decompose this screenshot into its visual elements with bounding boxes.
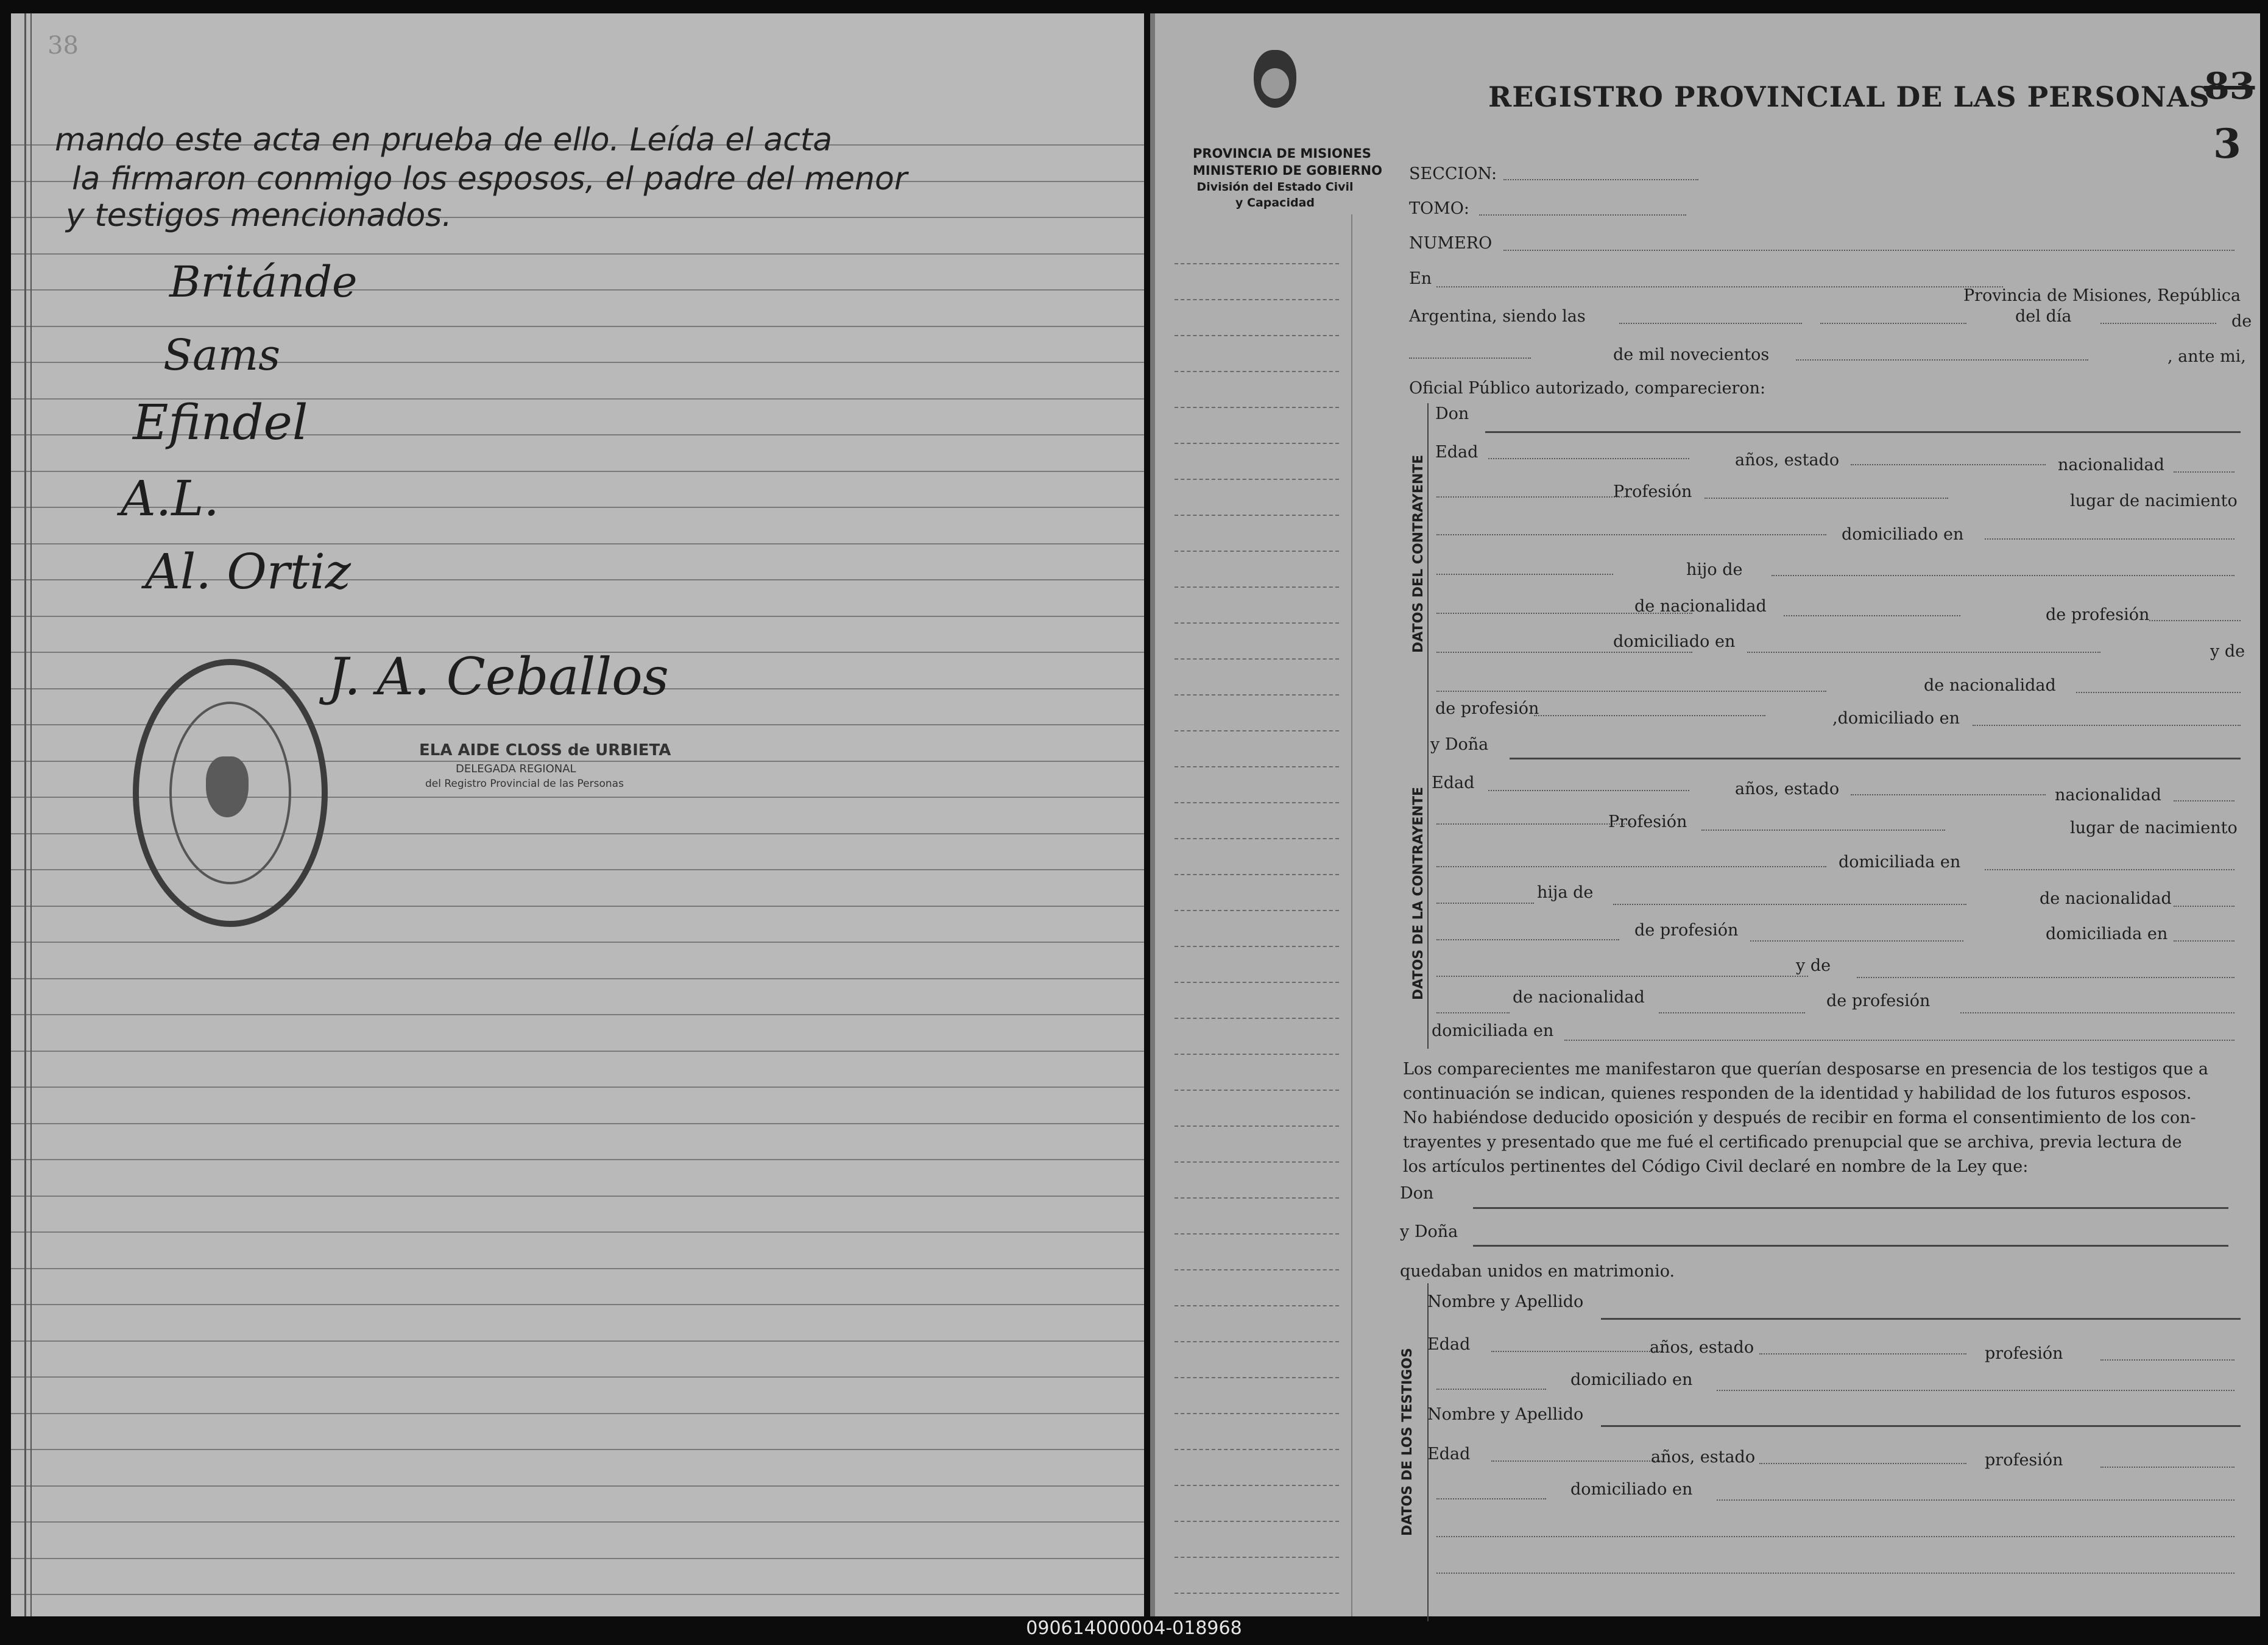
stub-line: [1175, 982, 1339, 983]
blank-field-line: [2100, 1467, 2234, 1468]
stamp-line: ELA AIDE CLOSS de URBIETA: [419, 741, 671, 759]
stub-line: [1175, 802, 1339, 803]
province-label: PROVINCIA DE MISIONES: [1193, 146, 1371, 161]
blank-field-line: [1750, 940, 1963, 942]
blank-field-line: [1503, 250, 2234, 251]
stub-line: [1175, 1018, 1339, 1019]
stub-line: [1175, 443, 1339, 444]
blank-field-line: [1436, 534, 1826, 535]
ruled-line: [11, 616, 1144, 617]
nombre-apellido-label: Nombre y Apellido: [1427, 1405, 1584, 1424]
signature: J. A. Ceballos: [328, 647, 669, 706]
blank-field-line: [1491, 1460, 1662, 1462]
stub-line: [1175, 910, 1339, 911]
ruled-line: [11, 1558, 1144, 1559]
del-dia-label: del día: [2015, 307, 2072, 326]
don-label: Don: [1400, 1184, 1434, 1203]
stub-line: [1175, 1557, 1339, 1558]
ruled-line: [11, 978, 1144, 979]
blank-field-line: [1436, 939, 1619, 940]
stub-line: [1175, 622, 1339, 624]
profesion-label: Profesión: [1608, 812, 1687, 831]
ruled-line: [11, 942, 1144, 943]
stub-line: [1175, 658, 1339, 660]
blank-field-line: [1985, 869, 2234, 870]
profesion-label: de profesión: [2046, 605, 2150, 624]
stamp-line: del Registro Provincial de las Personas: [425, 778, 624, 790]
domiciliado-label: ,domiciliado en: [1832, 709, 1960, 728]
stub-line: [1175, 335, 1339, 336]
blank-field-line: [1772, 575, 2234, 576]
profesion-label: profesión: [1985, 1451, 2063, 1470]
blank-field-line: [1409, 358, 1531, 359]
handwritten-line: mando este acta en prueba de ello. Leída el acta: [55, 122, 833, 158]
blank-field-line: [1973, 725, 2241, 726]
stub-line: [1175, 1233, 1339, 1235]
handwritten-line: y testigos mencionados.: [66, 197, 452, 234]
stub-line: [1175, 479, 1339, 480]
ruled-line: [11, 326, 1144, 327]
nacionalidad-label: de nacionalidad: [1513, 988, 1645, 1007]
nacionalidad-label: nacionalidad: [2055, 786, 2161, 805]
blank-field-line: [1488, 790, 1689, 791]
blank-field-line: [1717, 1390, 2234, 1391]
ruled-line: [11, 1196, 1144, 1197]
stub-divider: [1351, 214, 1352, 1616]
blank-field-line: [1436, 1389, 1546, 1390]
margin-line: [30, 13, 32, 1616]
domiciliado-label: domiciliado en: [1570, 1480, 1693, 1499]
dona-label: y Doña: [1430, 735, 1489, 754]
blank-field-line: [1436, 691, 1826, 692]
folio-number: 3: [2213, 120, 2241, 167]
blank-field-line: [1619, 323, 1802, 324]
blank-field-line: [1851, 794, 2046, 795]
dona-label: y Doña: [1400, 1222, 1458, 1241]
side-label-contrayente: DATOS DE LA CONTRAYENTE: [1411, 787, 1426, 1000]
name-field-line: [1601, 1425, 2241, 1427]
stub-line: [1175, 1054, 1339, 1055]
stub-line: [1175, 371, 1339, 372]
signature: A.L.: [121, 470, 219, 527]
blank-field-line: [1659, 1012, 1805, 1013]
blank-field-line: [1613, 904, 1966, 905]
ministry-label: MINISTERIO DE GOBIERNO: [1193, 163, 1382, 178]
page-number: 38: [48, 32, 79, 60]
lugar-nacimiento-label: lugar de nacimiento: [2070, 491, 2238, 510]
blank-field-line: [2174, 940, 2234, 942]
domiciliado-label: domiciliado en: [1842, 525, 1964, 544]
name-field-line: [1510, 758, 2241, 759]
blank-field-line: [1701, 830, 1945, 831]
blank-field-line: [1985, 538, 2234, 540]
don-label: Don: [1435, 404, 1469, 423]
nacionalidad-label: de nacionalidad: [1924, 676, 2056, 695]
blank-field-line: [1534, 715, 1765, 716]
nacionalidad-label: nacionalidad: [2058, 456, 2164, 474]
blank-field-line: [1564, 1040, 2234, 1041]
stub-line: [1175, 263, 1339, 264]
numero-label: NUMERO: [1409, 234, 1493, 253]
blank-field-line: [1747, 652, 2100, 653]
blank-field-line: [1960, 1012, 2234, 1013]
blank-field-line: [1436, 976, 1808, 977]
stub-line: [1175, 1125, 1339, 1127]
nombre-apellido-label: Nombre y Apellido: [1427, 1292, 1584, 1311]
ruled-line: [11, 1413, 1144, 1414]
blank-field-line: [1436, 866, 1826, 867]
left-page: [11, 13, 1144, 1616]
domiciliada-label: domiciliada en: [2046, 925, 2168, 943]
coat-of-arms-icon: [206, 756, 249, 817]
stub-line: [1175, 1305, 1339, 1306]
ruled-line: [11, 1340, 1144, 1342]
stub-line: [1175, 551, 1339, 552]
profesion-label: de profesión: [1634, 921, 1739, 940]
stub-line: [1175, 515, 1339, 516]
stub-line: [1175, 1413, 1339, 1414]
hijo-de-label: hijo de: [1686, 560, 1743, 579]
blank-field-line: [1857, 977, 2234, 978]
ruled-line: [11, 1594, 1144, 1595]
nacionalidad-label: de nacionalidad: [1634, 597, 1767, 616]
side-label-contrayente: DATOS DEL CONTRAYENTE: [1411, 454, 1426, 653]
stub-line: [1175, 1593, 1339, 1594]
ruled-line: [11, 1087, 1144, 1088]
lugar-nacimiento-label: lugar de nacimiento: [2070, 819, 2238, 837]
stamp-line: DELEGADA REGIONAL: [456, 763, 576, 775]
seccion-label: SECCION:: [1409, 164, 1497, 183]
blank-field-line: [1436, 1536, 2234, 1537]
blank-field-line: [1436, 823, 1631, 825]
signature: Sams: [163, 330, 280, 380]
blank-field-line: [1436, 574, 1613, 575]
edad-label: Edad: [1432, 773, 1475, 792]
blank-field-line: [2174, 471, 2234, 473]
stub-line: [1175, 299, 1339, 300]
stub-line: [1175, 1449, 1339, 1450]
spine-edge: [1150, 13, 1155, 1616]
blank-field-line: [2174, 906, 2234, 907]
declaration-text: No habiéndose deducido oposición y después de recibir en forma el consentimiento de los con-: [1403, 1108, 2196, 1127]
handwritten-line: la firmaron conmigo los esposos, el padre del menor: [72, 161, 908, 197]
blank-field-line: [1759, 1353, 1966, 1354]
blank-field-line: [1436, 1573, 2234, 1574]
name-field-line: [1601, 1318, 2241, 1320]
stub-line: [1175, 946, 1339, 947]
blank-field-line: [2174, 800, 2234, 801]
declaration-text: Los comparecientes me manifestaron que querían desposarse en presencia de los testigos que a: [1403, 1060, 2208, 1079]
blank-field-line: [1851, 464, 2046, 465]
anos-estado-label: años, estado: [1651, 1448, 1756, 1467]
en-label: En: [1409, 269, 1432, 288]
signature: Al. Ortiz: [145, 543, 351, 600]
oficial-text: Oficial Público autorizado, comparecieron:: [1409, 379, 1766, 398]
ruled-line: [11, 1449, 1144, 1450]
edad-label: Edad: [1427, 1335, 1471, 1354]
stub-line: [1175, 1197, 1339, 1199]
document-id: 090614000004-018968: [1026, 1618, 1242, 1639]
ruled-line: [11, 1123, 1144, 1124]
stub-line: [1175, 838, 1339, 839]
profesion-label: profesión: [1985, 1344, 2063, 1363]
blank-field-line: [1491, 1351, 1662, 1352]
stub-line: [1175, 586, 1339, 588]
blank-field-line: [1436, 496, 1631, 498]
stub-line: [1175, 1341, 1339, 1342]
ante-mi-text: , ante mi,: [2167, 347, 2246, 366]
blank-field-line: [1436, 286, 2003, 287]
name-field-line: [1485, 431, 2241, 433]
ruled-line: [11, 1051, 1144, 1052]
registry-title: REGISTRO PROVINCIAL DE LAS PERSONAS: [1488, 80, 2210, 113]
hija-de-label: hija de: [1537, 883, 1594, 902]
stub-line: [1175, 1485, 1339, 1486]
signature: Británde: [169, 257, 358, 307]
ruled-line: [11, 253, 1144, 255]
profesion-label: de profesión: [1435, 699, 1539, 718]
declaration-text: los artículos pertinentes del Código Civil declaré en nombre de la Ley que:: [1403, 1157, 2029, 1176]
argentina-text: Argentina, siendo las: [1409, 307, 1586, 326]
profesion-label: Profesión: [1613, 482, 1692, 501]
blank-field-line: [2076, 692, 2241, 693]
national-coat-of-arms-icon: [1254, 50, 1296, 108]
division-label: División del Estado Civil: [1196, 180, 1354, 194]
margin-line: [24, 13, 26, 1616]
name-field-line: [1473, 1245, 2228, 1247]
anos-estado-label: años, estado: [1735, 451, 1840, 470]
capacidad-label: y Capacidad: [1235, 196, 1315, 210]
stub-line: [1175, 1161, 1339, 1163]
profesion-label: de profesión: [1826, 992, 1931, 1010]
stub-line: [1175, 730, 1339, 731]
blank-field-line: [1436, 1012, 1510, 1013]
stub-line: [1175, 407, 1339, 408]
domiciliada-label: domiciliada en: [1839, 853, 1961, 872]
blank-field-line: [1503, 179, 1698, 180]
blank-field-line: [1717, 1499, 2234, 1501]
folio-number-struck: 83: [2204, 65, 2255, 108]
anos-estado-label: años, estado: [1735, 780, 1840, 798]
provincia-text: Provincia de Misiones, República: [1963, 286, 2241, 305]
stub-line: [1175, 1521, 1339, 1522]
domiciliado-label: domiciliado en: [1613, 632, 1736, 651]
ruled-line: [11, 1485, 1144, 1487]
de-label: de: [2231, 312, 2252, 331]
blank-field-line: [2100, 323, 2216, 324]
domiciliada-label: domiciliada en: [1432, 1021, 1554, 1040]
stub-line: [1175, 694, 1339, 696]
blank-field-line: [1479, 214, 1686, 216]
ruled-line: [11, 1231, 1144, 1233]
ruled-line: [11, 1014, 1144, 1015]
ruled-line: [11, 1159, 1144, 1160]
right-page: [1150, 13, 2260, 1616]
ruled-line: [11, 1521, 1144, 1523]
blank-field-line: [1820, 323, 1966, 324]
signature: Efindel: [133, 394, 308, 451]
blank-field-line: [1759, 1463, 1966, 1464]
blank-field-line: [1796, 359, 2088, 361]
stub-line: [1175, 1269, 1339, 1270]
round-seal-stamp: [133, 659, 328, 927]
edad-label: Edad: [1427, 1445, 1471, 1464]
section-bracket: [1427, 732, 1429, 1049]
name-field-line: [1473, 1207, 2228, 1209]
blank-field-line: [1436, 1498, 1546, 1499]
stub-line: [1175, 874, 1339, 875]
blank-field-line: [2100, 1359, 2234, 1361]
blank-field-line: [2149, 620, 2241, 621]
y-de-label: y de: [2210, 642, 2245, 661]
blank-field-line: [1436, 903, 1534, 904]
blank-field-line: [1488, 458, 1689, 459]
declaration-text: trayentes y presentado que me fué el certificado prenupcial que se archiva, previa lectura de: [1403, 1133, 2182, 1152]
mil-novecientos-label: de mil novecientos: [1613, 345, 1770, 364]
matrimonio-text: quedaban unidos en matrimonio.: [1400, 1262, 1675, 1281]
blank-field-line: [1436, 652, 1692, 653]
edad-label: Edad: [1435, 443, 1478, 462]
ruled-line: [11, 1376, 1144, 1378]
ruled-line: [11, 1304, 1144, 1305]
blank-field-line: [1705, 498, 1948, 499]
stub-line: [1175, 1090, 1339, 1091]
side-label-testigos: DATOS DE LOS TESTIGOS: [1400, 1348, 1415, 1536]
nacionalidad-label: de nacionalidad: [2040, 889, 2172, 908]
ruled-line: [11, 1268, 1144, 1269]
stub-line: [1175, 1377, 1339, 1378]
anos-estado-label: años, estado: [1650, 1338, 1754, 1357]
y-de-label: y de: [1796, 956, 1831, 975]
blank-field-line: [1784, 615, 1960, 616]
tomo-label: TOMO:: [1409, 199, 1470, 218]
domiciliado-label: domiciliado en: [1570, 1370, 1693, 1389]
stub-line: [1175, 766, 1339, 767]
declaration-text: continuación se indican, quienes responden de la identidad y habilidad de los futuros esposos.: [1403, 1084, 2192, 1103]
